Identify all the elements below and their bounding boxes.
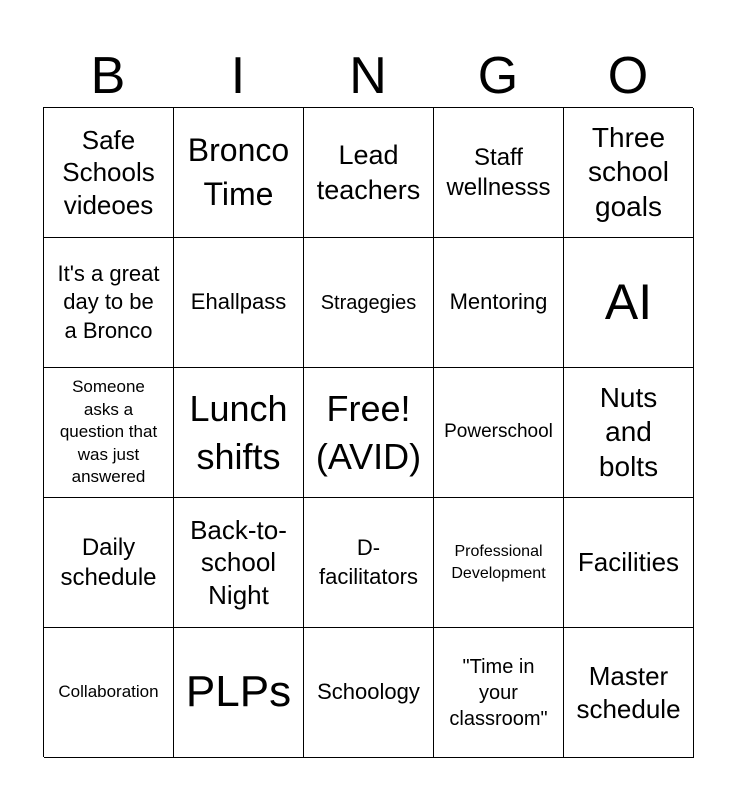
cell-text: "Time in your classroom"	[449, 655, 548, 730]
header-letter-o: O	[607, 47, 649, 105]
bingo-cell[interactable]	[304, 238, 434, 368]
header-letter-b: B	[90, 47, 126, 105]
bingo-cell[interactable]	[174, 108, 304, 238]
bingo-cell[interactable]	[174, 498, 304, 628]
cell-text: Stragegies	[320, 291, 417, 314]
bingo-cell[interactable]	[304, 108, 434, 238]
cell-text: Free! (AVID)	[315, 387, 422, 477]
bingo-cell[interactable]	[44, 498, 174, 628]
bingo-cell[interactable]	[304, 498, 434, 628]
cell-text: Schoology	[317, 679, 420, 705]
cell-text: Facilities	[577, 547, 680, 578]
cell-text: Back-to- school Night	[190, 514, 287, 610]
bingo-header	[43, 44, 693, 108]
cell-text: Nuts and bolts	[598, 382, 659, 482]
bingo-cell[interactable]	[564, 108, 694, 238]
bingo-cell[interactable]	[304, 368, 434, 498]
cell-text: Professional Development	[451, 542, 546, 582]
bingo-cell[interactable]	[44, 108, 174, 238]
bingo-cell[interactable]	[174, 628, 304, 758]
bingo-cell[interactable]	[434, 628, 564, 758]
cell-text: D- facilitators	[318, 534, 419, 589]
bingo-cell[interactable]	[434, 238, 564, 368]
cell-text: Someone asks a question that was just answered	[59, 377, 158, 487]
bingo-cell[interactable]	[434, 108, 564, 238]
bingo-cell[interactable]	[564, 628, 694, 758]
bingo-cell[interactable]	[44, 368, 174, 498]
cell-text: Daily schedule	[60, 533, 157, 591]
cell-text: Mentoring	[449, 289, 548, 315]
bingo-card-grid	[43, 107, 693, 757]
bingo-cell[interactable]	[434, 498, 564, 628]
bingo-cell[interactable]	[304, 628, 434, 758]
cell-text: Powerschool	[444, 421, 553, 443]
cell-text: Staff wellnesss	[446, 143, 551, 201]
bingo-cell[interactable]	[174, 368, 304, 498]
cell-text: AI	[604, 274, 653, 330]
header-letter-i: I	[230, 47, 246, 105]
bingo-cell[interactable]	[564, 238, 694, 368]
bingo-cell[interactable]	[564, 498, 694, 628]
cell-text: Lead teachers	[316, 139, 421, 205]
bingo-cell[interactable]	[434, 368, 564, 498]
cell-text: Safe Schools videoes	[62, 124, 155, 220]
cell-text: It's a great day to be a Bronco	[57, 260, 160, 343]
header-letter-n: N	[349, 47, 387, 105]
bingo-cell[interactable]	[44, 628, 174, 758]
cell-text: Bronco Time	[187, 132, 290, 212]
cell-text: Three school goals	[588, 122, 669, 222]
header-letter-g: G	[477, 47, 519, 105]
cell-text: Master schedule	[576, 661, 681, 724]
cell-text: Collaboration	[58, 682, 159, 702]
cell-text: PLPs	[185, 667, 292, 717]
bingo-cell[interactable]	[44, 238, 174, 368]
cell-text: Ehallpass	[190, 289, 287, 315]
bingo-cell[interactable]	[174, 238, 304, 368]
bingo-cell[interactable]	[564, 368, 694, 498]
cell-text: Lunch shifts	[189, 387, 288, 477]
